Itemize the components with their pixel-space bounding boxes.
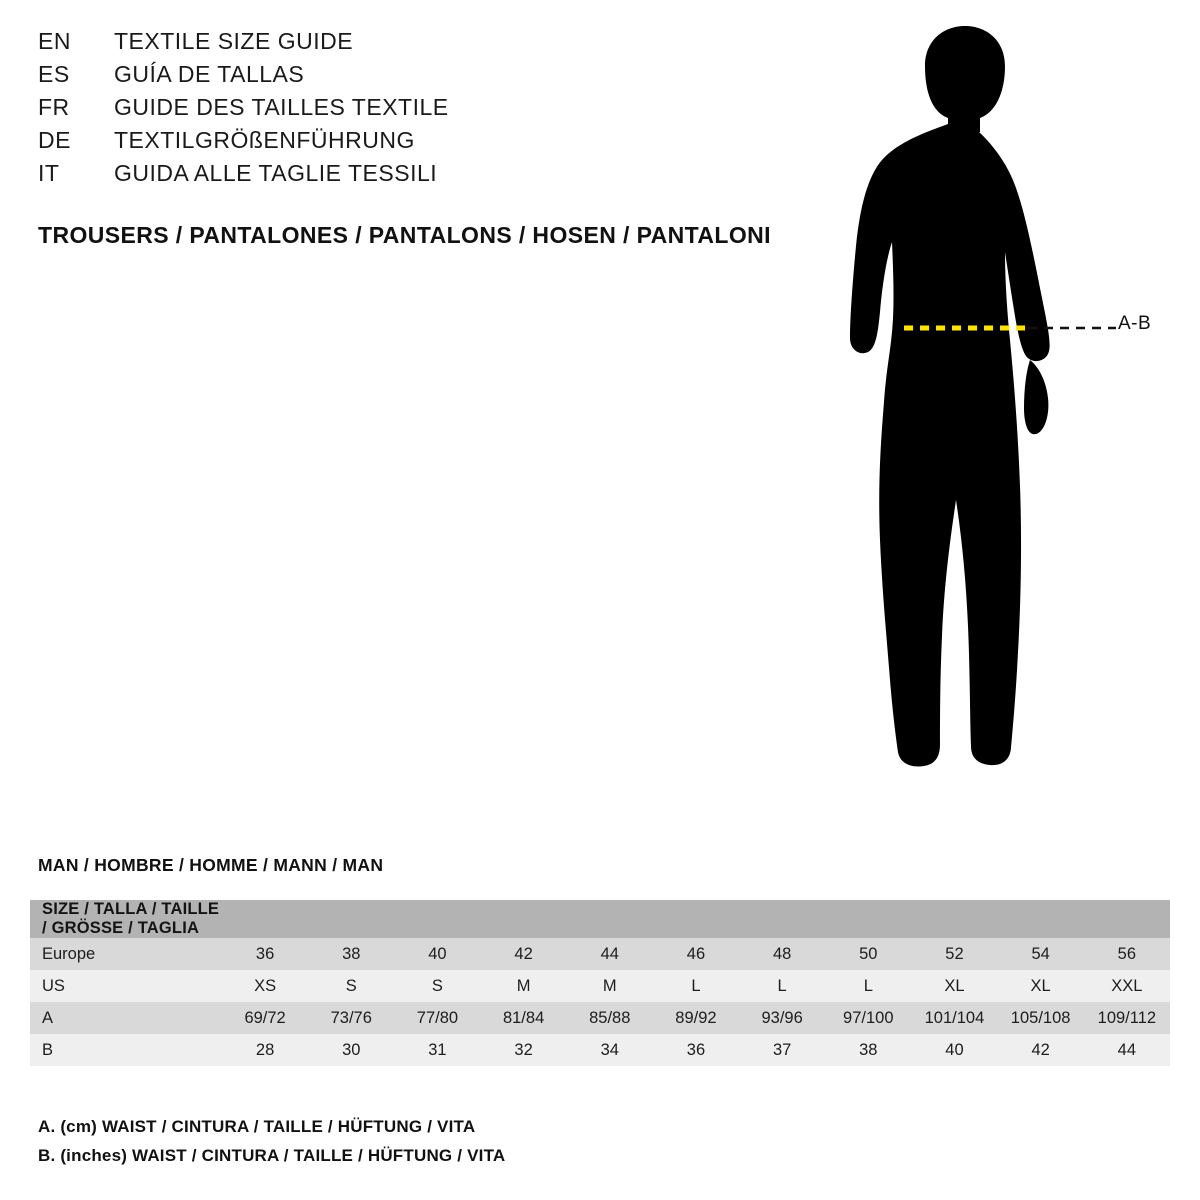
table-header-cell	[222, 900, 308, 938]
table-cell: 48	[739, 938, 825, 970]
table-header-cell	[739, 900, 825, 938]
table-header-cell	[825, 900, 911, 938]
table-cell: 73/76	[308, 1002, 394, 1034]
male-silhouette-icon	[820, 20, 1200, 810]
table-cell: L	[825, 970, 911, 1002]
table-cell: 32	[481, 1034, 567, 1066]
row-label: B	[30, 1034, 222, 1066]
row-label: Europe	[30, 938, 222, 970]
footnote-a: A. (cm) WAIST / CINTURA / TAILLE / HÜFTUNG / VITA	[38, 1117, 476, 1136]
language-title: GUIDA ALLE TAGLIE TESSILI	[114, 160, 438, 186]
table-cell: 97/100	[825, 1002, 911, 1034]
table-row	[30, 970, 1170, 1002]
table-cell: 38	[308, 938, 394, 970]
table-cell: L	[653, 970, 739, 1002]
table-cell: 40	[911, 1034, 997, 1066]
table-cell: 31	[394, 1034, 480, 1066]
table-cell: L	[739, 970, 825, 1002]
table-cell: 56	[1084, 938, 1170, 970]
table-header-cell	[911, 900, 997, 938]
table-header-cell	[394, 900, 480, 938]
table-cell: 52	[911, 938, 997, 970]
row-label: A	[30, 1002, 222, 1034]
garment-type-title: TROUSERS / PANTALONES / PANTALONS / HOSEN / PANTALONI	[38, 222, 771, 248]
table-cell: M	[481, 970, 567, 1002]
language-title: TEXTILE SIZE GUIDE	[114, 28, 354, 54]
table-cell: 93/96	[739, 1002, 825, 1034]
language-title: TEXTILGRÖßENFÜHRUNG	[114, 127, 415, 153]
table-cell: 34	[567, 1034, 653, 1066]
footnote-b: B. (inches) WAIST / CINTURA / TAILLE / HÜFTUNG / VITA	[38, 1146, 506, 1165]
size-table-container	[30, 900, 1170, 1066]
language-title: GUÍA DE TALLAS	[114, 61, 305, 87]
table-row	[30, 1034, 1170, 1066]
table-cell: 44	[567, 938, 653, 970]
table-cell: 36	[653, 1034, 739, 1066]
table-cell: 36	[222, 938, 308, 970]
table-cell: 44	[1084, 1034, 1170, 1066]
table-cell: 89/92	[653, 1002, 739, 1034]
table-cell: 38	[825, 1034, 911, 1066]
table-cell: 77/80	[394, 1002, 480, 1034]
table-cell: 42	[998, 1034, 1084, 1066]
figure-illustration	[820, 20, 1200, 810]
language-title-list	[38, 28, 798, 193]
language-code: EN	[38, 28, 71, 54]
table-cell: S	[394, 970, 480, 1002]
table-cell: 37	[739, 1034, 825, 1066]
table-cell: 85/88	[567, 1002, 653, 1034]
footnotes	[38, 1112, 938, 1170]
table-cell: S	[308, 970, 394, 1002]
language-code: FR	[38, 94, 70, 120]
table-header-cell	[998, 900, 1084, 938]
row-label: US	[30, 970, 222, 1002]
table-cell: 30	[308, 1034, 394, 1066]
table-cell: XXL	[1084, 970, 1170, 1002]
table-row	[30, 1002, 1170, 1034]
table-header-row	[30, 900, 1170, 938]
table-cell: 46	[653, 938, 739, 970]
table-cell: 40	[394, 938, 480, 970]
table-caption-man: MAN / HOMBRE / HOMME / MANN / MAN	[38, 855, 384, 875]
table-header-cell	[308, 900, 394, 938]
table-cell: 28	[222, 1034, 308, 1066]
language-code: IT	[38, 160, 60, 186]
language-code: DE	[38, 127, 71, 153]
table-cell: 54	[998, 938, 1084, 970]
language-row	[38, 160, 798, 193]
table-header-cell	[653, 900, 739, 938]
table-header-cell	[567, 900, 653, 938]
table-cell: 109/112	[1084, 1002, 1170, 1034]
language-title: GUIDE DES TAILLES TEXTILE	[114, 94, 449, 120]
language-code: ES	[38, 61, 70, 87]
table-header-cell	[481, 900, 567, 938]
table-cell: 50	[825, 938, 911, 970]
language-row	[38, 28, 798, 61]
table-header-size-label: SIZE / TALLA / TAILLE / GRÖSSE / TAGLIA	[30, 900, 222, 938]
table-cell: XL	[911, 970, 997, 1002]
language-row	[38, 94, 798, 127]
table-cell: 81/84	[481, 1002, 567, 1034]
size-table	[30, 900, 1170, 1066]
language-row	[38, 127, 798, 160]
table-cell: 101/104	[911, 1002, 997, 1034]
table-cell: 69/72	[222, 1002, 308, 1034]
table-cell: 105/108	[998, 1002, 1084, 1034]
language-row	[38, 61, 798, 94]
table-row	[30, 938, 1170, 970]
table-cell: XL	[998, 970, 1084, 1002]
table-cell: M	[567, 970, 653, 1002]
table-cell: 42	[481, 938, 567, 970]
table-header-cell	[1084, 900, 1170, 938]
measure-label-ab: A-B	[1118, 313, 1152, 334]
table-cell: XS	[222, 970, 308, 1002]
